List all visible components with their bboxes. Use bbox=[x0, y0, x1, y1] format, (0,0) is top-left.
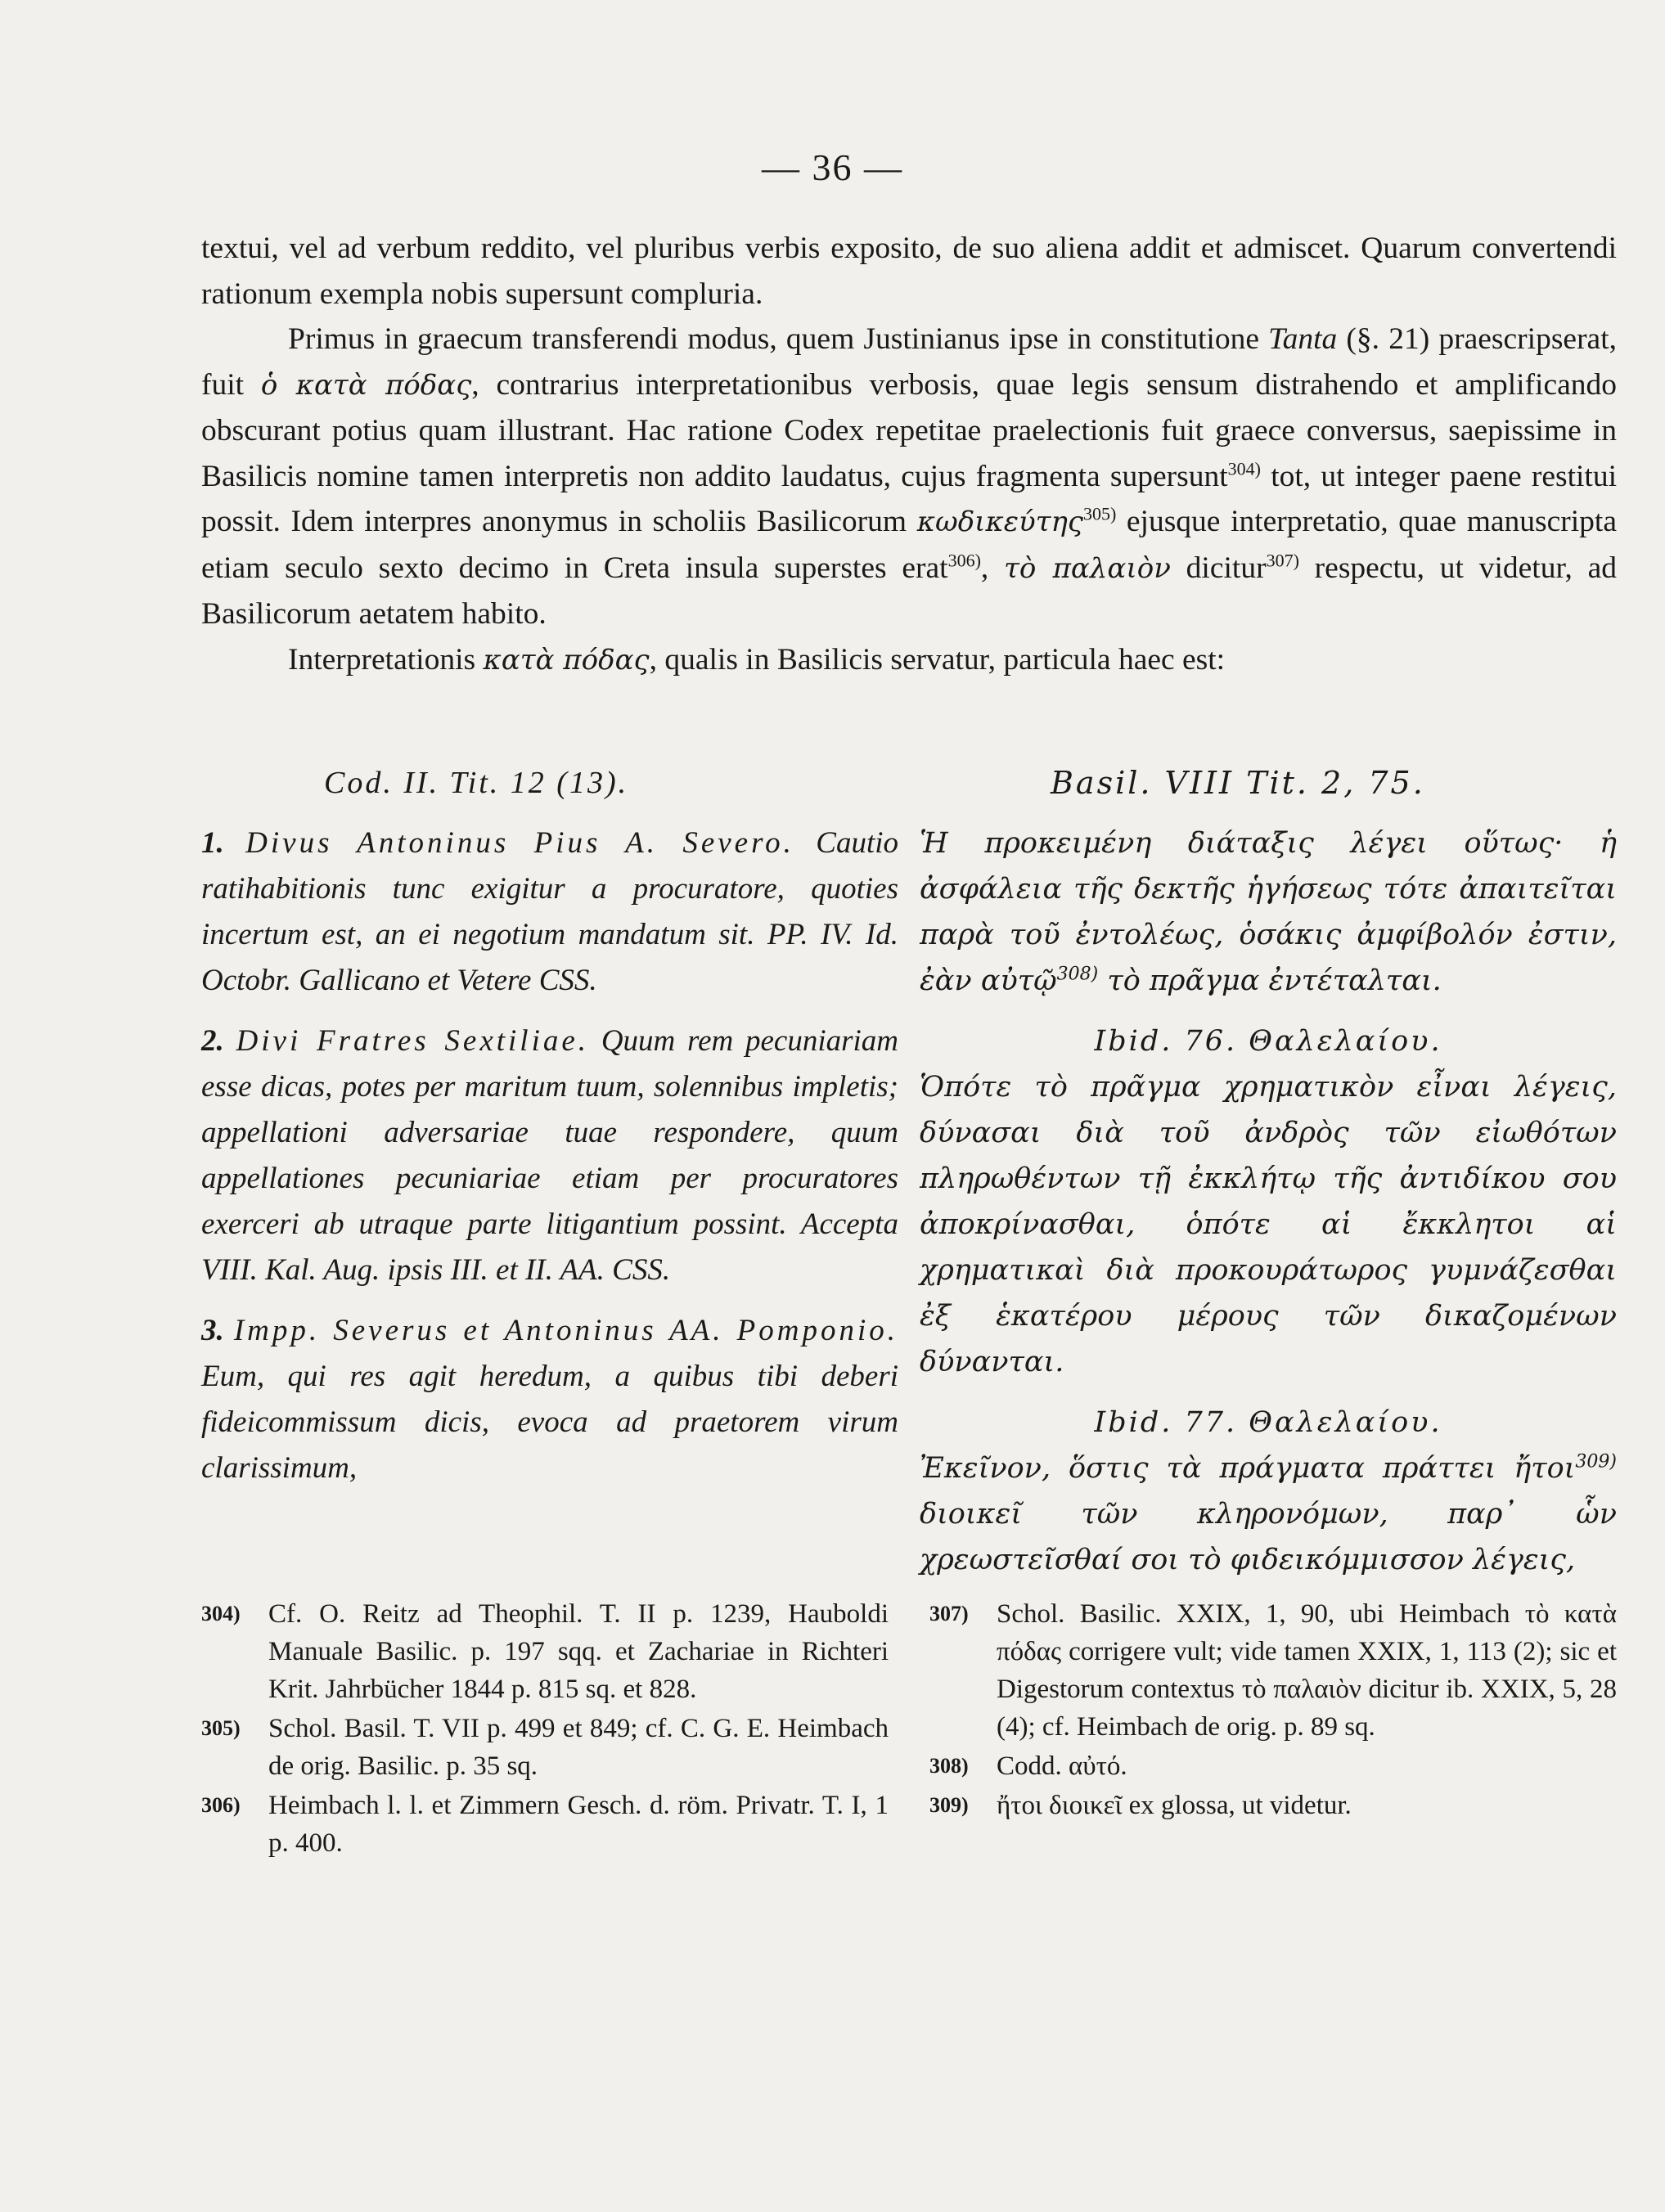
main-text bbox=[201, 226, 1617, 683]
footnotes-left bbox=[201, 1595, 889, 1864]
text-segment: ejusque interpretatio, quae manuscripta etiam seculo sexto decimo in Creta insula superstes erat bbox=[201, 505, 1617, 585]
entry-text: Ἡ προκειμένη διάταξις λέγει οὕτως· ἡ ἀσφάλεια τῆς δεκτῆς ἡγήσεως τότε ἀπαιτεῖται παρὰ τοῦ ἐντολέως, ὁσάκις ἀμφίβολόν ἐστιν, ἐὰν αὐτῷ bbox=[920, 827, 1617, 997]
entry-text: Cautio ratihabitionis tunc exigitur a procuratore, quoties incertum est, an ei negotium mandatum sit. PP. IV. Id. Octobr. Gallicano et Vetere CSS. bbox=[201, 826, 899, 997]
text-segment: Interpretationis bbox=[288, 642, 484, 677]
entry-name: Divus Antoninus Pius A. Severo. bbox=[245, 826, 794, 860]
footnotes bbox=[201, 1595, 1617, 1864]
footnote-marker: 304) bbox=[201, 1602, 241, 1625]
text-segment: dicitur bbox=[1170, 551, 1267, 585]
footnote-ref: 307) bbox=[1266, 550, 1299, 570]
footnote bbox=[201, 1787, 889, 1862]
entry-text: Ὁπότε τὸ πρᾶγμα χρηματικὸν εἶναι λέγεις, δύνασαι διὰ τοῦ ἀνδρὸς τῶν εἰωθότων πληρωθέντων τῇ ἐκκλήτῳ τῆς ἀντιδίκου σου ἀποκρίνασθαι, ὁπότε αἱ ἔκκλητοι αἱ χρηματικαὶ διὰ προκουράτωρος γυμνάζεσθαι ἐξ ἑκατέρου μέρους τῶν δικαζομένων δύνανται. bbox=[920, 1071, 1617, 1378]
footnote bbox=[201, 1595, 889, 1708]
footnote bbox=[929, 1787, 1617, 1824]
latin-column bbox=[201, 760, 898, 1583]
text-segment: Primus in graecum transferendi modus, quem Justinianus ipse in constitutione bbox=[288, 322, 1269, 356]
footnote bbox=[929, 1747, 1617, 1785]
latin-column-heading: Cod. II. Tit. 12 (13). bbox=[324, 766, 629, 800]
text-segment: , qualis in Basilicis servatur, particula haec est: bbox=[649, 642, 1226, 677]
entry-name: Impp. Severus et Antoninus AA. Pomponio. bbox=[233, 1314, 898, 1347]
entry-title: Ibid. 76. Θαλελαίου. bbox=[1094, 1025, 1442, 1058]
footnote-marker: 307) bbox=[929, 1602, 969, 1625]
footnote-text: ἤτοι διοικεῖ ex glossa, ut videtur. bbox=[997, 1791, 1352, 1820]
paragraph-3 bbox=[201, 637, 1617, 684]
entry-text: τὸ πρᾶγμα ἐντέταλται. bbox=[1098, 964, 1442, 997]
entry-name: Divi Fratres Sextiliae. bbox=[236, 1024, 590, 1058]
text-segment: κατὰ πόδας bbox=[483, 643, 650, 677]
footnotes-right bbox=[929, 1595, 1617, 1864]
parallel-columns bbox=[201, 760, 1617, 1583]
paragraph-1: textui, vel ad verbum reddito, vel pluribus verbis exposito, de suo aliena addit et admiscet. Quarum convertendi rationum exempla nobis supersunt compluria. bbox=[201, 232, 1617, 311]
footnote-marker: 306) bbox=[201, 1793, 241, 1817]
entry-number: 3. bbox=[201, 1314, 224, 1347]
footnote-marker: 309) bbox=[929, 1793, 969, 1817]
greek-entries bbox=[920, 821, 1617, 1583]
entry-number: 2. bbox=[201, 1024, 224, 1058]
greek-entry bbox=[920, 821, 1617, 1004]
text-segment: κωδικεύτης bbox=[916, 506, 1083, 538]
entry-text: διοικεῖ τῶν κληρονόμων, παρ᾽ ὧν χρεωστεῖσθαί σοι τὸ φιδεικόμμισσον λέγεις, bbox=[920, 1498, 1617, 1576]
latin-entry bbox=[201, 1308, 898, 1491]
footnote bbox=[201, 1710, 889, 1785]
footnote-ref: 305) bbox=[1082, 503, 1117, 524]
latin-entries bbox=[201, 821, 898, 1491]
text-segment: τὸ παλαιὸν bbox=[1004, 551, 1171, 585]
footnote-text: Schol. Basil. T. VII p. 499 et 849; cf. C. G. E. Heimbach de orig. Basilic. p. 35 sq. bbox=[268, 1714, 889, 1781]
greek-column-heading: Basil. VIII Tit. 2, 75. bbox=[1051, 765, 1425, 801]
latin-entry bbox=[201, 1018, 898, 1293]
footnote-text: Cf. O. Reitz ad Theophil. T. II p. 1239, Hauboldi Manuale Basilic. p. 197 sqq. et Zachariae in Richteri Krit. Jahrbücher 1844 p. 815 sq. et 828. bbox=[268, 1599, 889, 1704]
text-segment: tot, ut integer paene restitui possit. Idem interpres anonymus in scholiis Basilicorum bbox=[201, 459, 1617, 538]
footnote bbox=[929, 1595, 1617, 1746]
entry-text: Ἐκεῖνον, ὅστις τὰ πράγματα πράττει ἤτοι bbox=[920, 1452, 1576, 1485]
entry-number: 1. bbox=[201, 826, 224, 860]
latin-entry bbox=[201, 821, 898, 1004]
footnote-text: Codd. αὐτό. bbox=[997, 1751, 1127, 1781]
footnote-text: Heimbach l. l. et Zimmern Gesch. d. röm. Privatr. T. I, 1 p. 400. bbox=[268, 1791, 889, 1858]
text-segment: Tanta bbox=[1268, 322, 1338, 356]
greek-column bbox=[920, 760, 1617, 1583]
footnote-ref: 304) bbox=[1227, 458, 1261, 479]
entry-title: Ibid. 77. Θαλελαίου. bbox=[1094, 1406, 1442, 1439]
text-segment: respectu, ut videtur, ad Basilicorum aetatem habito. bbox=[201, 551, 1618, 631]
text-segment: (§. 21) praescripserat, fuit bbox=[201, 322, 1617, 402]
footnote-ref: 308) bbox=[1056, 964, 1099, 985]
text-segment: , bbox=[980, 551, 1005, 585]
page-number: — 36 — bbox=[762, 146, 903, 188]
footnote-ref: 306) bbox=[947, 550, 981, 570]
footnote-marker: 308) bbox=[929, 1754, 969, 1778]
paragraph-2 bbox=[201, 317, 1617, 637]
footnote-ref: 309) bbox=[1575, 1451, 1617, 1472]
text-segment: ὁ κατὰ πόδας bbox=[260, 368, 472, 402]
entry-text: Quum rem pecuniariam esse dicas, potes per maritum tuum, solennibus impletis; appellationi adversariae tuae respondere, quum appellationes pecuniariae etiam per procuratores exerceri ab utraque parte litigantium possint. Accepta VIII. Kal. Aug. ipsis III. et II. AA. CSS. bbox=[201, 1024, 899, 1287]
footnote-text: Schol. Basilic. XXIX, 1, 90, ubi Heimbach τὸ κατὰ πόδας corrigere vult; vide tamen XXIX, 1, 113 (2); sic et Digestorum contextus τὸ παλαιὸν dicitur ib. XXIX, 5, 28 (4); cf. Heimbach de orig. p. 89 sq. bbox=[997, 1599, 1617, 1742]
greek-entry bbox=[920, 1400, 1617, 1583]
footnote-marker: 305) bbox=[201, 1716, 241, 1740]
greek-entry bbox=[920, 1018, 1617, 1385]
entry-text: Eum, qui res agit heredum, a quibus tibi deberi fideicommissum dicis, evoca ad praetorem virum clarissimum, bbox=[201, 1360, 898, 1485]
text-segment: , contrarius interpretationibus verbosis, quae legis sensum distrahendo et amplificando obscurant potius quam illustrant. Hac ratione Codex repetitae praelectionis fuit graece conversus, saepissime in Basilicis nomine tamen interpretis non addito laudatus, cujus fragmenta supersunt bbox=[201, 367, 1617, 493]
